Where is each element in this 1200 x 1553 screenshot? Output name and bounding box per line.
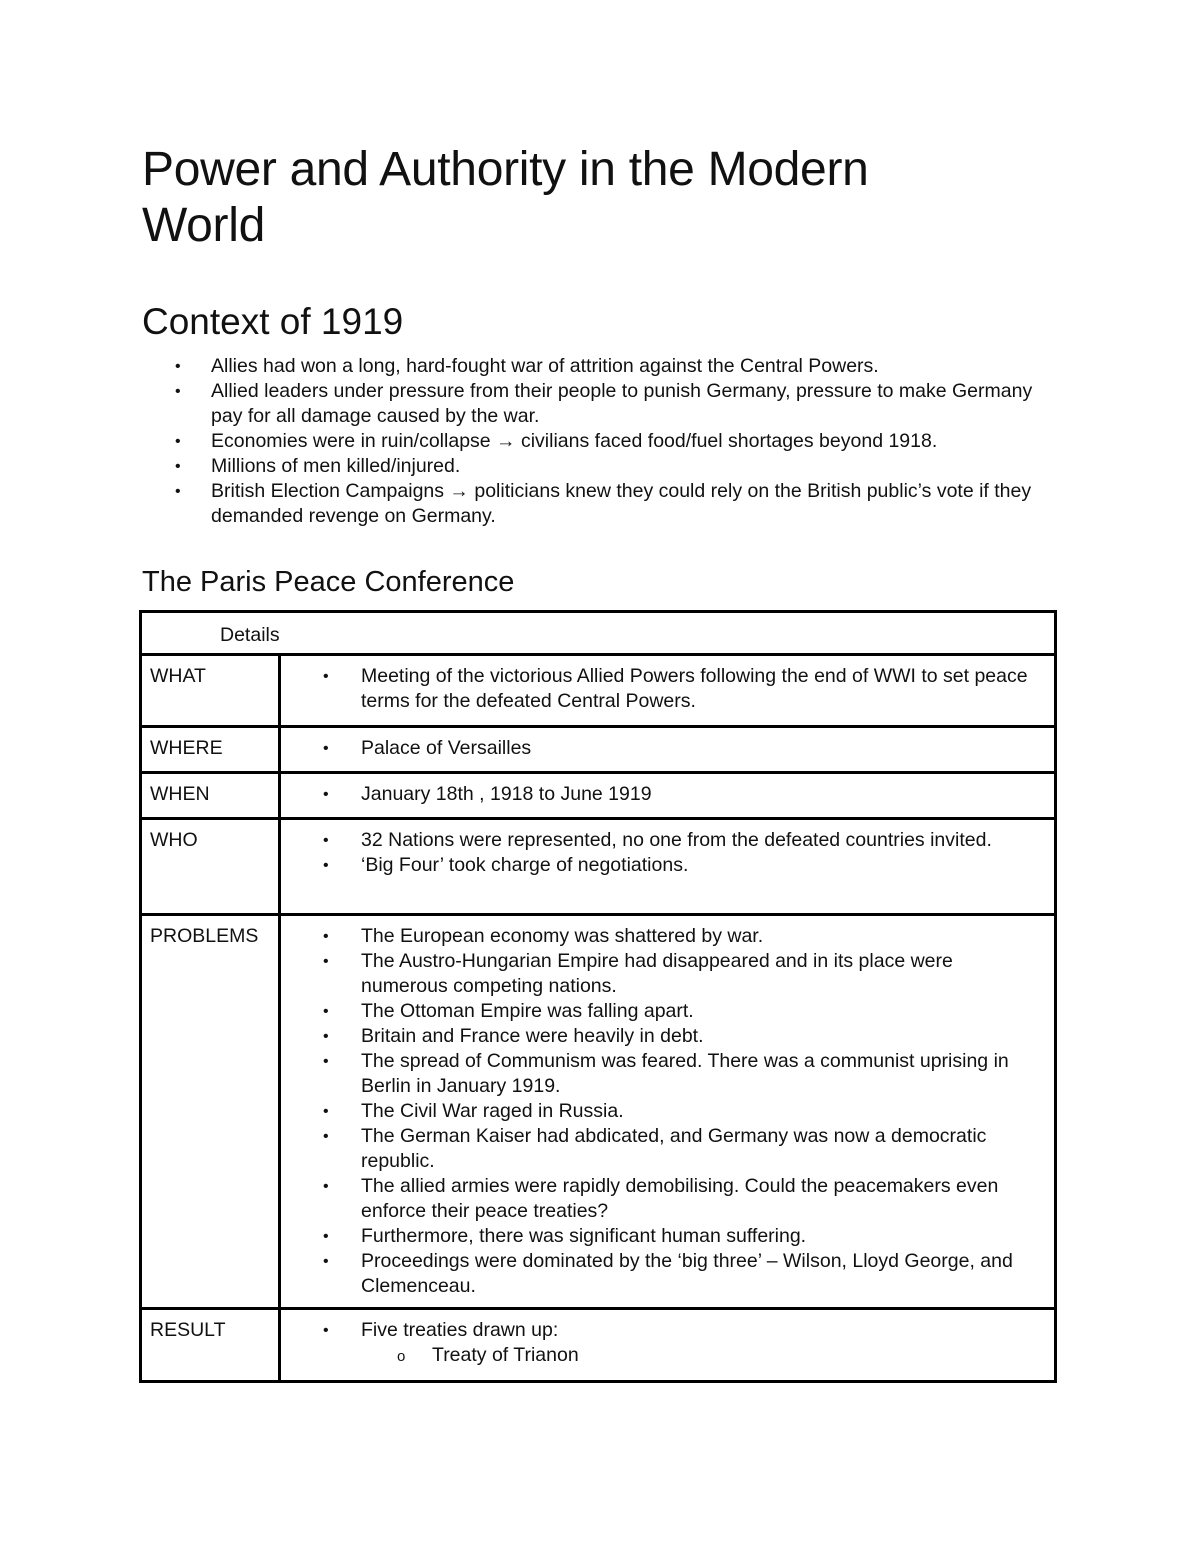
- cell-list: [281, 736, 1038, 761]
- table-header-cell: Details: [141, 612, 1056, 655]
- list-item: [281, 999, 1038, 1024]
- list-item-text: 32 Nations were represented, no one from the defeated countries invited.: [361, 829, 992, 851]
- list-item-text: The European economy was shattered by war.: [361, 925, 764, 947]
- list-item-text: January 18th , 1918 to June 1919: [361, 783, 652, 805]
- list-item-text: Furthermore, there was significant human suffering.: [361, 1225, 807, 1247]
- row-content-what: [280, 655, 1056, 727]
- list-item-text: Meeting of the victorious Allied Powers following the end of WWI to set peace terms for the defeated Central Powers.: [361, 665, 1028, 712]
- row-label-where: WHERE: [141, 727, 280, 773]
- table-row: [141, 1309, 1056, 1382]
- bullet-icon: •: [175, 433, 181, 450]
- context-list: [142, 354, 1058, 529]
- cell-list: [281, 828, 1038, 878]
- list-item-text: Allied leaders under pressure from their people to punish Germany, pressure to make Germany pay for all damage caused by the war.: [211, 380, 1033, 427]
- bullet-icon: •: [323, 1322, 329, 1339]
- bullet-icon: •: [323, 1103, 329, 1120]
- table-header-row: [141, 612, 1056, 655]
- bullet-icon: •: [175, 383, 181, 400]
- list-item-text: The Civil War raged in Russia.: [361, 1100, 624, 1122]
- table-row: [141, 819, 1056, 915]
- bullet-icon: •: [323, 857, 329, 874]
- list-item: [142, 479, 1058, 529]
- bullet-icon: •: [175, 358, 181, 375]
- list-item: [281, 949, 1038, 999]
- list-item: [281, 1099, 1038, 1124]
- row-label-who: WHO: [141, 819, 280, 915]
- list-item: [281, 664, 1038, 714]
- list-item: [281, 1318, 1038, 1368]
- bullet-icon: •: [323, 832, 329, 849]
- sub-list-item-text: Treaty of Trianon: [432, 1344, 579, 1366]
- table-row: [141, 727, 1056, 773]
- list-item: [281, 1124, 1038, 1174]
- row-label-when: WHEN: [141, 773, 280, 819]
- row-label-problems: PROBLEMS: [141, 915, 280, 1309]
- conference-table: [139, 610, 1057, 1383]
- list-item-text: The Ottoman Empire was falling apart.: [361, 1000, 694, 1022]
- cell-list: [281, 1318, 1038, 1368]
- list-item: [142, 354, 1058, 379]
- list-item: [281, 1224, 1038, 1249]
- row-content-result: [280, 1309, 1056, 1382]
- bullet-icon: •: [323, 668, 329, 685]
- row-content-who: [280, 819, 1056, 915]
- sub-list-item: [361, 1343, 1038, 1368]
- list-item-text: Five treaties drawn up:: [361, 1319, 559, 1341]
- bullet-icon: •: [323, 1228, 329, 1245]
- list-item: [281, 1249, 1038, 1299]
- row-content-problems: [280, 915, 1056, 1309]
- bullet-icon: •: [323, 953, 329, 970]
- section-heading: Context of 1919: [142, 301, 404, 342]
- list-item-text: Millions of men killed/injured.: [211, 455, 461, 477]
- cell-list: [281, 782, 1038, 807]
- bullet-icon: •: [323, 786, 329, 803]
- bullet-icon: •: [323, 1003, 329, 1020]
- list-item: [281, 736, 1038, 761]
- bullet-icon: •: [175, 483, 181, 500]
- list-item-text: The German Kaiser had abdicated, and Germany was now a democratic republic.: [361, 1125, 987, 1172]
- list-item-text: Economies were in ruin/collapse → civilians faced food/fuel shortages beyond 1918.: [211, 430, 938, 452]
- list-item: [281, 828, 1038, 853]
- list-item: [142, 429, 1058, 454]
- list-item: [281, 853, 1038, 878]
- table-row: [141, 773, 1056, 819]
- list-item-text: Palace of Versailles: [361, 737, 532, 759]
- bullet-icon: •: [323, 1128, 329, 1145]
- list-item-text: The spread of Communism was feared. There was a communist uprising in Berlin in January 1919.: [361, 1050, 1009, 1097]
- list-item: [281, 1049, 1038, 1099]
- bullet-icon: •: [323, 928, 329, 945]
- list-item: [281, 1024, 1038, 1049]
- row-content-where: [280, 727, 1056, 773]
- bullet-icon: •: [323, 740, 329, 757]
- row-label-what: WHAT: [141, 655, 280, 727]
- bullet-icon: •: [323, 1053, 329, 1070]
- document-title: Power and Authority in the Modern World: [142, 143, 869, 252]
- subsection-heading: The Paris Peace Conference: [142, 566, 515, 598]
- table-row: [141, 655, 1056, 727]
- cell-list: [281, 924, 1038, 1299]
- document-page: [142, 142, 1058, 1366]
- bullet-icon: •: [323, 1178, 329, 1195]
- table-row: [141, 915, 1056, 1309]
- cell-list: [281, 664, 1038, 714]
- list-item-text: The Austro-Hungarian Empire had disappeared and in its place were numerous competing nations.: [361, 950, 953, 997]
- list-item: [281, 1174, 1038, 1224]
- row-content-when: [280, 773, 1056, 819]
- list-item-text: ‘Big Four’ took charge of negotiations.: [361, 854, 689, 876]
- bullet-icon: •: [175, 458, 181, 475]
- sub-list: [361, 1343, 1038, 1368]
- list-item: [142, 454, 1058, 479]
- list-item-text: Britain and France were heavily in debt.: [361, 1025, 704, 1047]
- list-item: [281, 924, 1038, 949]
- circle-bullet-icon: o: [397, 1348, 406, 1365]
- list-item-text: Proceedings were dominated by the ‘big three’ – Wilson, Lloyd George, and Clemenceau.: [361, 1250, 1013, 1297]
- list-item-text: The allied armies were rapidly demobilising. Could the peacemakers even enforce their peace treaties?: [361, 1175, 999, 1222]
- list-item-text: Allies had won a long, hard-fought war of attrition against the Central Powers.: [211, 355, 879, 377]
- bullet-icon: •: [323, 1028, 329, 1045]
- list-item: [142, 379, 1058, 429]
- row-label-result: RESULT: [141, 1309, 280, 1382]
- bullet-icon: •: [323, 1253, 329, 1270]
- list-item: [281, 782, 1038, 807]
- list-item-text: British Election Campaigns → politicians knew they could rely on the British public’s vote if they demanded revenge on Germany.: [211, 480, 1032, 527]
